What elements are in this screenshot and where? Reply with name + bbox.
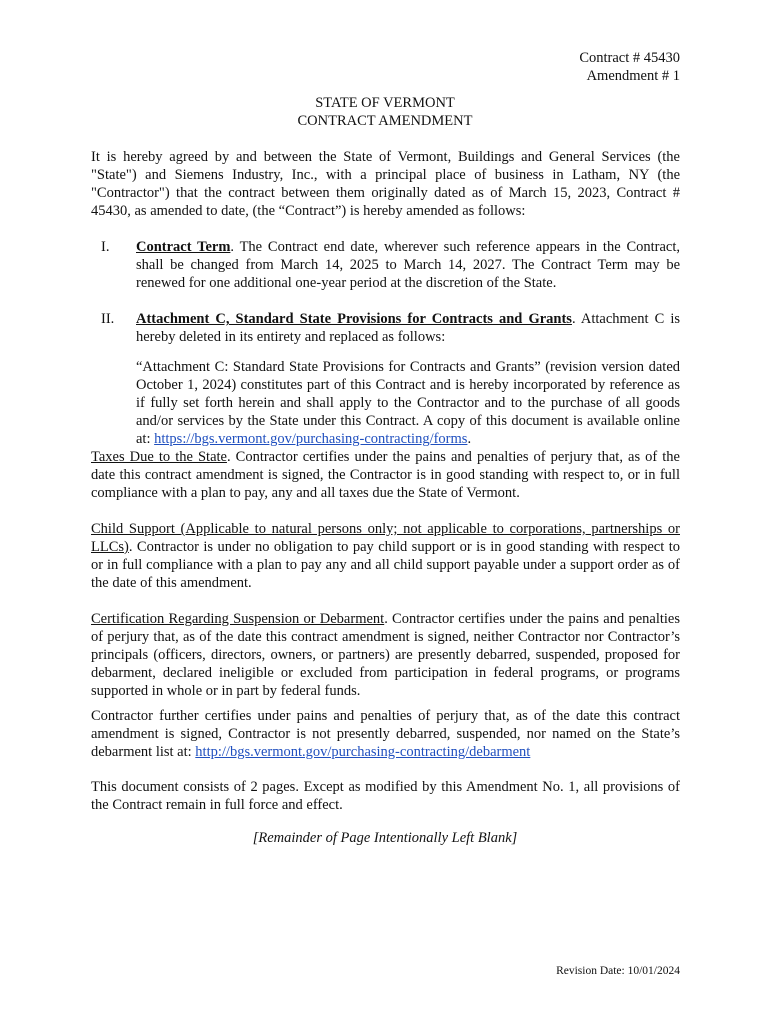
debarment-link[interactable]: http://bgs.vermont.gov/purchasing-contracting/debarment xyxy=(195,744,531,760)
link-suffix: . xyxy=(467,431,472,447)
item-text: . Attachment C is hereby deleted in its entirety and replaced as follows: xyxy=(136,311,680,345)
contract-number: Contract # 45430 xyxy=(579,50,680,66)
taxes-paragraph xyxy=(91,448,680,502)
child-support-text: . Contractor is under no obligation to pay child support or is in good standing with respect to or in full compliance with a plan to pay any and all child support payable under a support order as of the date of this amendment. xyxy=(91,539,680,591)
item-numeral: I. xyxy=(101,239,110,255)
document-title xyxy=(0,94,770,130)
taxes-heading: Taxes Due to the State xyxy=(91,449,227,465)
certification-heading: Certification Regarding Suspension or Debarment xyxy=(91,611,385,627)
intro-paragraph: It is hereby agreed by and between the State of Vermont, Buildings and General Services (the "State") and Siemens Industry, Inc., with a principal place of business in Latham, NY (the "Contractor") that the contract between them originally dated as of March 15, 2023, Contract # 45430, as amended to date, (the “Contract”) is hereby amended as follows: xyxy=(91,149,680,219)
item-content xyxy=(136,310,680,346)
amendment-item-1 xyxy=(91,238,680,292)
amendment-item-2 xyxy=(91,310,680,448)
certification-paragraph xyxy=(91,610,680,700)
certification-text: . Contractor certifies under the pains and penalties of perjury that, as of the date this contract amendment is signed, neither Contractor nor Contractor’s principals (officers, directors, owners, or partners) are presently debarred, suspended, proposed for debarment, declared ineligible or excluded from participation in federal programs, or programs supported in whole or in part by federal funds. xyxy=(91,611,680,699)
item-heading: Attachment C, Standard State Provisions for Contracts and Grants xyxy=(136,311,572,327)
title-line-2: CONTRACT AMENDMENT xyxy=(297,113,473,129)
item-sub-text: “Attachment C: Standard State Provisions for Contracts and Grants” (revision version dated October 1, 2024) constitutes part of this Contract and is hereby incorporated by reference as if fully set forth herein and shall apply to the Contractor and to the purchase of all goods and/or services by the State under this Contract. A copy of this document is available online at: xyxy=(136,359,680,447)
item-heading: Contract Term xyxy=(136,239,231,255)
certification-further-text: Contractor further certifies under pains and penalties of perjury that, as of the date this contract amendment is signed, Contractor is not presently debarred, suspended, nor named on the State’s debarment list at: xyxy=(91,708,680,760)
item-subparagraph xyxy=(136,358,680,448)
pages-statement: This document consists of 2 pages. Except as modified by this Amendment No. 1, all provisions of the Contract remain in full force and effect. xyxy=(91,779,680,813)
taxes-text: . Contractor certifies under the pains and penalties of perjury that, as of the date this contract amendment is signed, the Contractor is in good standing with respect to, or in full compliance with a plan to pay, any and all taxes due the State of Vermont. xyxy=(91,449,680,501)
item-numeral: II. xyxy=(101,311,115,327)
forms-link[interactable]: https://bgs.vermont.gov/purchasing-contracting/forms xyxy=(154,431,468,447)
item-text: . The Contract end date, wherever such reference appears in the Contract, shall be changed from March 14, 2025 to March 14, 2027. The Contract Term may be renewed for one additional one-year period at the discretion of the State. xyxy=(136,239,681,291)
remainder-note: [Remainder of Page Intentionally Left Blank] xyxy=(252,830,518,846)
child-support-paragraph xyxy=(91,520,680,592)
amendment-number: Amendment # 1 xyxy=(586,68,680,84)
title-line-1: STATE OF VERMONT xyxy=(315,95,455,111)
certification-further-paragraph xyxy=(91,707,680,761)
child-support-heading: Child Support (Applicable to natural persons only; not applicable to corporations, partnerships or LLCs) xyxy=(91,521,680,555)
contract-header xyxy=(579,49,680,85)
item-content xyxy=(136,238,680,292)
revision-date: Revision Date: 10/01/2024 xyxy=(556,965,680,977)
